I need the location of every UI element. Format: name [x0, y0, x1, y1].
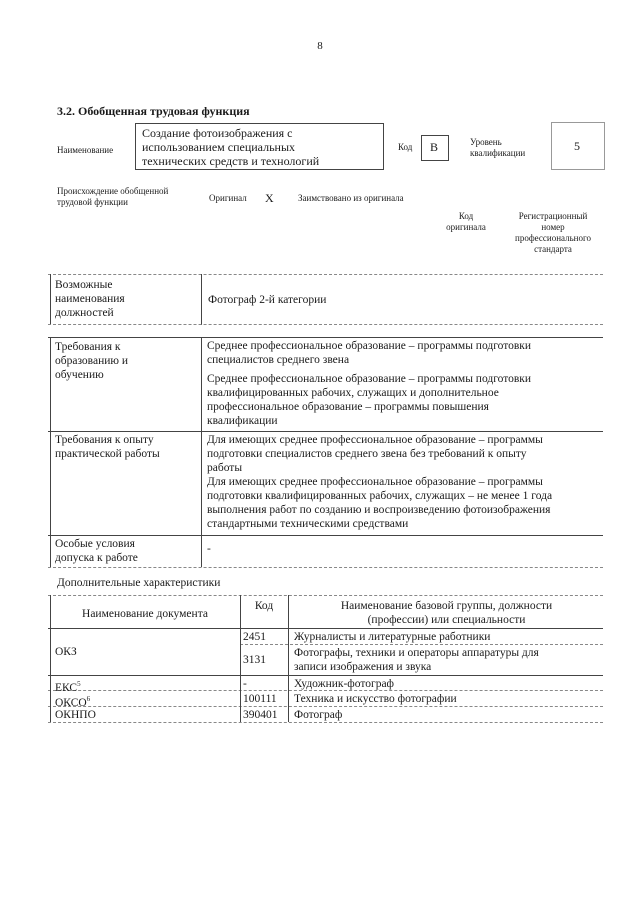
code-value: B	[429, 140, 438, 154]
divider	[201, 274, 202, 325]
positions-label: Возможные наименования должностей	[55, 279, 125, 319]
reg-num-label: Регистрационный номер профессионального стандарта	[515, 211, 591, 254]
divider	[50, 274, 51, 325]
experience-label: Требования к опыту практической работы	[55, 434, 160, 460]
level-value: 5	[574, 139, 580, 153]
divider	[48, 722, 603, 723]
eks-doc: ЕКС$^5$	[55, 680, 81, 694]
origin-label: Происхождение обобщенной трудовой функции	[57, 186, 169, 207]
orig-code-label: Код оригинала	[446, 211, 486, 232]
education-label: Требования к образованию и обучению	[55, 341, 128, 381]
experience-text-1: Для имеющих среднее профессиональное образование – программы подготовки специалистов среднего звена без требований к опыту работы	[207, 434, 543, 474]
name-value: Создание фотоизображения с использованием специальных технических средств и технологий	[142, 126, 320, 168]
divider	[48, 628, 603, 629]
divider	[48, 431, 603, 432]
special-value: -	[207, 543, 211, 555]
okz-code-2: 3131	[243, 654, 266, 666]
eks-code: -	[243, 678, 247, 690]
level-label: Уровень квалификации	[470, 137, 526, 158]
okz-doc: ОКЗ	[55, 646, 77, 658]
okso-doc: ОКСО$^6$	[55, 695, 91, 709]
oknpo-code: 390401	[243, 709, 278, 721]
col-code-header: Код	[254, 600, 274, 612]
divider	[50, 337, 51, 567]
divider	[48, 324, 603, 325]
divider	[48, 274, 603, 275]
okz-code-1: 2451	[243, 631, 266, 643]
borrowed-label: Заимствовано из оригинала	[298, 193, 404, 203]
col-name-header: Наименование базовой группы, должности (профессии) или специальности	[340, 600, 553, 626]
divider	[48, 706, 603, 707]
divider	[48, 535, 603, 536]
divider	[48, 675, 603, 676]
oknpo-name: Фотограф	[294, 709, 343, 721]
divider	[240, 595, 241, 722]
original-mark: X	[265, 191, 274, 205]
divider	[240, 644, 603, 645]
additional-title: Дополнительные характеристики	[57, 577, 221, 589]
education-text-1: Среднее профессиональное образование – программы подготовки специалистов среднего звена	[207, 340, 532, 366]
education-text-2: Среднее профессиональное образование – программы подготовки квалифицированных рабочих, служащих и дополнительное профессиональное образование – программы повышения квалификации	[207, 373, 532, 427]
divider	[288, 595, 289, 722]
divider	[48, 567, 603, 568]
code-label: Код	[398, 142, 413, 152]
divider	[201, 337, 202, 567]
special-label: Особые условия допуска к работе	[55, 538, 138, 564]
okz-name-2: Фотографы, техники и операторы аппаратуры для записи изображения и звука	[294, 647, 539, 673]
okz-name-1: Журналисты и литературные работники	[294, 631, 491, 643]
okso-name: Техника и искусство фотографии	[294, 693, 457, 705]
original-label: Оригинал	[209, 193, 247, 203]
experience-text-2: Для имеющих среднее профессиональное образование – программы подготовки квалифицированных рабочих, служащих – не менее 1 года выполнения работ по созданию и воспроизведению фотоизображения стандартными техническими средствами	[207, 476, 553, 530]
name-label: Наименование	[57, 145, 114, 155]
okso-code: 100111	[243, 693, 277, 705]
section-title: 3.2. Обобщенная трудовая функция	[57, 104, 250, 118]
oknpo-doc: ОКНПО	[55, 709, 96, 721]
eks-name: Художник-фотограф	[294, 678, 395, 690]
positions-value: Фотограф 2-й категории	[208, 294, 327, 306]
divider	[48, 337, 603, 338]
divider	[48, 595, 603, 596]
page-number: 8	[317, 40, 323, 52]
col-doc-header: Наименование документа	[82, 608, 208, 620]
